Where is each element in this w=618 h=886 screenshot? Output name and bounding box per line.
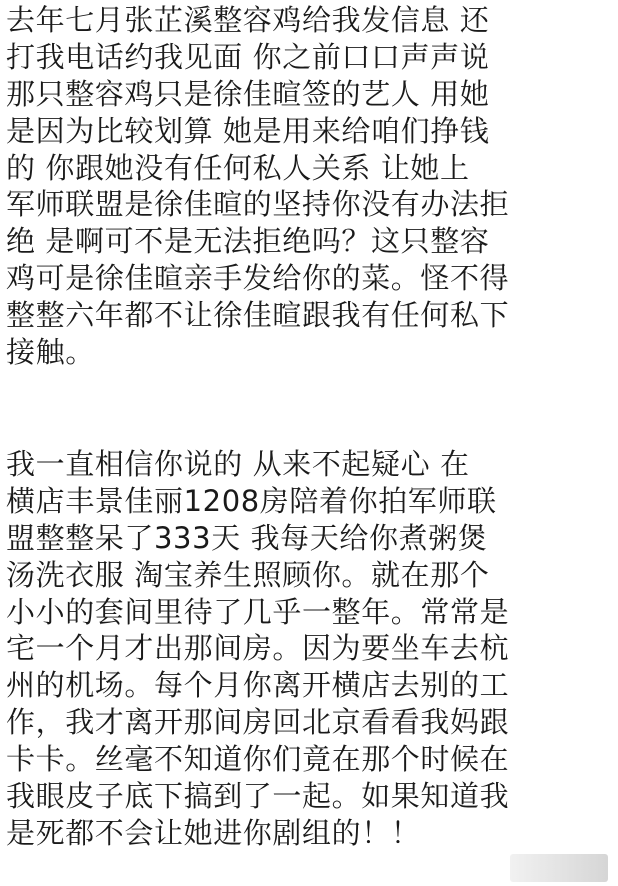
text-line: 盟整整呆了333天 我每天给你煮粥煲 [6, 520, 488, 555]
text-line: 接触。 [6, 335, 95, 370]
blurred-watermark [510, 854, 608, 882]
paragraph-2 [6, 446, 612, 852]
text-line: 作，我才离开那间房回北京看看我妈跟 [6, 705, 510, 740]
text-line: 的 你跟她没有任何私人关系 让她上 [6, 150, 470, 185]
text-line: 卡卡。丝毫不知道你们竟在那个时候在 [6, 742, 510, 777]
text-line: 去年七月张芷溪整容鸡给我发信息 还 [6, 3, 490, 37]
text-line: 整整六年都不让徐佳暄跟我有任何私下 [6, 298, 510, 333]
text-line: 汤洗衣服 淘宝养生照顾你。就在那个 [6, 557, 490, 592]
text-line: 绝 是啊可不是无法拒绝吗？这只整容 [6, 224, 490, 259]
text-line: 小小的套间里待了几乎一整年。常常是 [6, 594, 510, 629]
text-line: 横店丰景佳丽1208房陪着你拍军师联 [6, 483, 497, 518]
paragraph-1 [6, 2, 612, 371]
text-line: 军师联盟是徐佳暄的坚持你没有办法拒 [6, 187, 510, 222]
text-line: 鸡可是徐佳暄亲手发给你的菜。怪不得 [6, 261, 510, 296]
text-line: 是因为比较划算 她是用来给咱们挣钱 [6, 113, 490, 148]
text-line: 我一直相信你说的 从来不起疑心 在 [6, 447, 470, 481]
text-line: 那只整容鸡只是徐佳暄签的艺人 用她 [6, 76, 490, 111]
text-line: 宅一个月才出那间房。因为要坐车去杭 [6, 631, 510, 666]
text-line: 是死都不会让她进你剧组的！！ [6, 815, 421, 850]
text-line: 州的机场。每个月你离开横店去别的工 [6, 668, 510, 703]
text-line: 我眼皮子底下搞到了一起。如果知道我 [6, 779, 510, 814]
text-line: 打我电话约我见面 你之前口口声声说 [6, 39, 490, 74]
